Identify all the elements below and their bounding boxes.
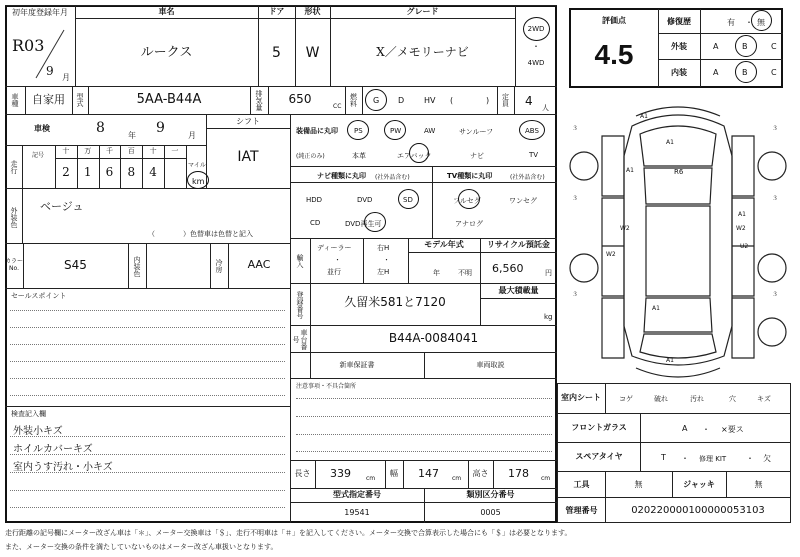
sales-point-title: セールスポイント: [11, 292, 67, 300]
car-trunk: [640, 334, 716, 358]
interior-seat-label: 室内シート: [561, 393, 601, 403]
shift-label: シフト: [236, 116, 260, 126]
warranty-label: 新車保証書: [339, 360, 375, 369]
exterior-grade-label: 外装: [671, 41, 687, 51]
mileage-label: 走行: [10, 160, 19, 174]
evaluation-score: 4.5: [594, 38, 634, 70]
navi-title: ナビ種類に丸印: [317, 172, 366, 180]
inspection-year-unit: 年: [128, 131, 136, 140]
import-right-hand: 右H: [377, 244, 390, 252]
score-label: 評価点: [602, 16, 626, 26]
footer-note-2: また、メーター交換の条件を満たしていないものはメーター改ざん車扱いとなります。: [5, 543, 278, 551]
door-label: ドア: [268, 7, 285, 17]
km-unit: km: [192, 177, 205, 186]
spare-dot-2: ・: [746, 454, 754, 463]
exterior-color-label: 外装色: [10, 206, 19, 228]
equip-pw: PW: [390, 127, 402, 135]
exterior-color: ベージュ: [40, 200, 84, 213]
car-condition-diagram: [562, 96, 794, 378]
tools-label: 工具: [573, 479, 590, 489]
model-year-unknown: 不明: [458, 269, 472, 277]
car-name: ルークス: [140, 44, 193, 60]
capacity: 4: [525, 94, 533, 108]
management-number: 020220000100000053103: [631, 504, 765, 516]
car-roof: [646, 206, 710, 296]
jack-value: 無: [754, 479, 763, 489]
left-front-fender: [602, 136, 624, 196]
equipment-title: 装備品に丸印: [296, 127, 338, 135]
mileage-unit-header: 万: [84, 147, 92, 156]
repair-history-label: 修復歴: [667, 16, 691, 26]
length-unit: cm: [366, 475, 376, 482]
bracket-rl: ３: [572, 291, 579, 298]
frame-number: B44A-0084041: [388, 330, 479, 345]
mark-u2-right: U2: [740, 243, 749, 250]
spare-kit: 修理 KIT: [699, 455, 727, 463]
width-unit: cm: [452, 475, 462, 482]
drive-2wd: 2WD: [527, 24, 545, 33]
navi-dvd: DVD: [357, 196, 373, 204]
fuel-paren-close: ): [486, 96, 490, 105]
spare-t: T: [661, 453, 666, 462]
plate-label: 登録番号: [296, 291, 305, 319]
wheel-front-left: [570, 152, 598, 180]
frame-number-label: 車台番号: [292, 328, 309, 350]
model-year-year: 年: [433, 269, 440, 277]
bracket-fr: ３: [772, 125, 779, 132]
mileage-symbol-label: 記号: [32, 152, 45, 159]
interior-grade-a: A: [713, 68, 719, 77]
navi-sub: (社外品含む): [375, 174, 410, 181]
windshield-label: フロントガラス: [571, 423, 627, 433]
windshield-a: A: [682, 424, 688, 433]
jack-label: ジャッキ: [683, 479, 715, 489]
capacity-label: 定員: [501, 93, 510, 107]
mark-w2-right: W2: [736, 225, 746, 232]
width-label: 幅: [390, 469, 398, 479]
mark-a1-rear: A1: [652, 305, 660, 312]
notes-title: 注意事項・不具合箇所: [296, 383, 357, 390]
color-number: S45: [64, 257, 87, 272]
seat-stain: 汚れ: [690, 395, 704, 403]
checker-line-2: ホイルカバーキズ: [13, 444, 93, 455]
grade-label: グレード: [406, 7, 439, 17]
mark-a1-left: A1: [626, 167, 634, 174]
model-label: 型式: [76, 93, 85, 107]
checker-line-1: 外装小キズ: [13, 426, 63, 437]
model-year-label: モデル年式: [424, 240, 464, 250]
bracket-sr: ３: [772, 195, 779, 202]
import-label: 輸入: [296, 254, 305, 268]
fuel-label: 燃料: [349, 93, 358, 107]
fuel-hybrid: HV: [424, 96, 436, 105]
spare-tire-label: スペアタイヤ: [575, 452, 623, 462]
import-parallel: 並行: [327, 268, 341, 276]
spare-none: 欠: [763, 454, 771, 463]
repair-yes: 有: [727, 18, 735, 27]
equip-aw: AW: [424, 127, 436, 135]
footer-note-1: 走行距離の記号欄にメーター改ざん車は「＊」、メーター交換車は「＄」、走行不明車は「＃」を記入してください。メーター交換で合算表示した場合にも「＄」は必要となります。: [5, 529, 572, 537]
seat-hole: 穴: [729, 395, 736, 403]
height-unit: cm: [541, 475, 551, 482]
body-shape: W: [305, 44, 320, 61]
mileage-digit: 4: [149, 165, 157, 180]
drive-4wd: 4WD: [527, 58, 545, 67]
equip-navi: ナビ: [470, 152, 484, 160]
car-body-outline: [624, 115, 732, 365]
recycle-label: リサイクル預託金: [487, 240, 550, 250]
equip-ps: PS: [354, 127, 363, 135]
checker-line-3: 室内うす汚れ・小キズ: [13, 462, 113, 473]
kind-label: 車種: [11, 93, 20, 107]
fuel-paren-open: (: [450, 96, 454, 105]
right-rear-fender: [732, 298, 754, 358]
repair-dot: ・: [745, 18, 753, 27]
type-designation-label: 型式指定番号: [333, 490, 381, 500]
first-registration-label: 初年度登録年月: [12, 7, 68, 17]
interior-grade-b: B: [742, 68, 748, 77]
tv-title: TV種類に丸印: [447, 172, 493, 180]
mileage-unit-header: 十: [62, 147, 70, 156]
circle-mark-abs: [519, 120, 545, 140]
interior-color-label: 内装色: [133, 255, 142, 277]
height: 178: [508, 467, 529, 480]
door-count: 5: [272, 44, 281, 61]
displacement-label: 排気量: [255, 89, 264, 111]
displacement: 650: [288, 92, 312, 107]
interior-grade-c: C: [771, 68, 777, 77]
circle-mark-interior-b: [735, 61, 757, 83]
circle-mark-gasoline: [365, 89, 387, 111]
tv-analog: アナログ: [455, 220, 483, 228]
mark-a1-right: A1: [738, 211, 746, 218]
equip-leather: 本革: [352, 152, 366, 160]
recycle-fee: 6,560: [492, 262, 524, 275]
car-rear-window: [644, 298, 712, 332]
type-designation: 19541: [344, 507, 370, 517]
windshield-dot: ・: [702, 425, 710, 434]
max-load-unit: kg: [544, 313, 553, 321]
wheel-front-right: [758, 152, 786, 180]
import-left-hand: 左H: [377, 268, 390, 276]
mileage-unit-header: 一: [171, 147, 179, 156]
tv-sub: (社外品含む): [510, 174, 545, 181]
tv-oneseg: ワンセグ: [509, 197, 537, 205]
mileage-unit-header: 百: [127, 147, 135, 156]
import-dot: ・: [334, 256, 341, 264]
wheel-spare: [758, 318, 786, 346]
mileage-digit: 8: [127, 165, 136, 180]
car-hood: [640, 126, 716, 166]
shape-label: 形状: [304, 7, 321, 17]
repair-no: 無: [757, 18, 765, 27]
import-dealer: ディーラー: [317, 244, 352, 252]
equip-tv: TV: [529, 151, 539, 159]
car-name-label: 車名: [158, 7, 175, 17]
seat-scratch: キズ: [757, 395, 771, 403]
mileage-digit: 1: [83, 165, 92, 180]
shift: IAT: [237, 149, 259, 166]
inspection-month-unit: 月: [188, 131, 196, 140]
manual-label: 車両取説: [476, 360, 505, 369]
navi-cd: CD: [310, 219, 321, 227]
grade: X／メモリーナビ: [376, 45, 469, 60]
exterior-grade-c: C: [771, 42, 777, 51]
navi-sd: SD: [403, 196, 413, 204]
bracket-rr: ３: [772, 291, 779, 298]
model-code: 5AA-B44A: [136, 91, 202, 107]
mark-w2-left: W2: [620, 225, 630, 232]
recycle-unit: 円: [545, 269, 552, 277]
max-load-label: 最大積載量: [498, 286, 539, 296]
color-number-label: カラーNo.: [5, 258, 24, 272]
mark-r6: R6: [674, 168, 684, 176]
spare-dot-1: ・: [681, 454, 689, 463]
circle-mark-sd: [398, 189, 419, 209]
management-number-label: 管理番号: [565, 505, 598, 515]
checker-title: 検査記入欄: [11, 410, 46, 418]
mileage-digit: 6: [105, 165, 114, 180]
circle-mark-exterior-b: [735, 35, 757, 57]
wheel-rear-left: [570, 254, 598, 282]
rear-bumper: [636, 368, 720, 377]
inspection-year: 8: [96, 120, 105, 136]
month-unit: 月: [62, 73, 70, 82]
wheel-rear-right: [758, 254, 786, 282]
windshield-x: ×要ス: [721, 425, 744, 434]
width: 147: [418, 467, 439, 480]
height-label: 高さ: [472, 469, 489, 479]
length: 339: [330, 467, 351, 480]
mark-w2-left-2: W2: [606, 251, 616, 258]
drive-dot: ・: [532, 42, 540, 52]
equip-airbag: エアバック: [397, 152, 432, 160]
air-con-label: 冷房: [215, 259, 224, 273]
seat-tear: 破れ: [654, 395, 668, 403]
navi-hdd: HDD: [306, 196, 323, 204]
mileage-unit-header: 十: [149, 147, 157, 156]
exterior-grade-a: A: [713, 42, 719, 51]
inspection-month: 9: [156, 120, 165, 136]
equipment-sub: (純正のみ): [296, 153, 325, 160]
plate-number: 久留米581と7120: [344, 295, 446, 310]
bracket-fl: ３: [572, 125, 579, 132]
mark-a1-rear-2: A1: [666, 357, 674, 364]
mark-a1-top: A1: [640, 113, 648, 120]
circle-mark-km: [187, 171, 209, 189]
circle-mark-2wd: [523, 17, 550, 41]
circle-mark-airbag: [409, 143, 429, 163]
fuel-gasoline: G: [373, 96, 380, 105]
circle-mark-fullseg: [458, 189, 480, 209]
circle-mark-repair-no: [751, 10, 772, 31]
color-change-note: （ ）色替車は色替と記入: [148, 230, 253, 238]
equip-sunroof: サンルーフ: [459, 128, 494, 136]
mileage-unit-header: 千: [105, 147, 113, 156]
length-label: 長さ: [294, 469, 311, 479]
circle-mark-pw: [384, 120, 406, 140]
left-doors: [602, 198, 624, 296]
import-hand-dot: ・: [383, 256, 390, 264]
mark-a1-hood: A1: [666, 139, 674, 146]
cc-unit: CC: [333, 103, 342, 110]
interior-grade-label: 内装: [671, 68, 687, 78]
fuel-diesel: D: [398, 96, 405, 105]
exterior-grade-b: B: [742, 42, 748, 51]
registration-month: 9: [46, 64, 54, 78]
circle-mark-ps: [347, 120, 369, 140]
tools-value: 無: [634, 479, 643, 489]
right-front-fender: [732, 136, 754, 196]
bracket-sl: ３: [572, 195, 579, 202]
registration-era-year: R03: [12, 36, 45, 55]
navi-dvd-play: DVD再生可: [345, 220, 382, 228]
class-number: 0005: [480, 507, 501, 517]
kind: 自家用: [32, 92, 65, 106]
class-number-label: 類別区分番号: [466, 490, 515, 500]
mile-label: マイル: [188, 162, 206, 169]
inspection-label: 車検: [34, 124, 50, 134]
equip-abs: ABS: [525, 127, 539, 135]
left-rear-fender: [602, 298, 624, 358]
mileage-digit: 2: [62, 165, 70, 180]
air-con: AAC: [247, 258, 271, 272]
circle-mark-dvd-play: [364, 212, 386, 232]
tv-fullseg: フルセグ: [453, 197, 481, 205]
seat-burn: コゲ: [619, 395, 633, 403]
capacity-unit: 人: [542, 104, 549, 112]
